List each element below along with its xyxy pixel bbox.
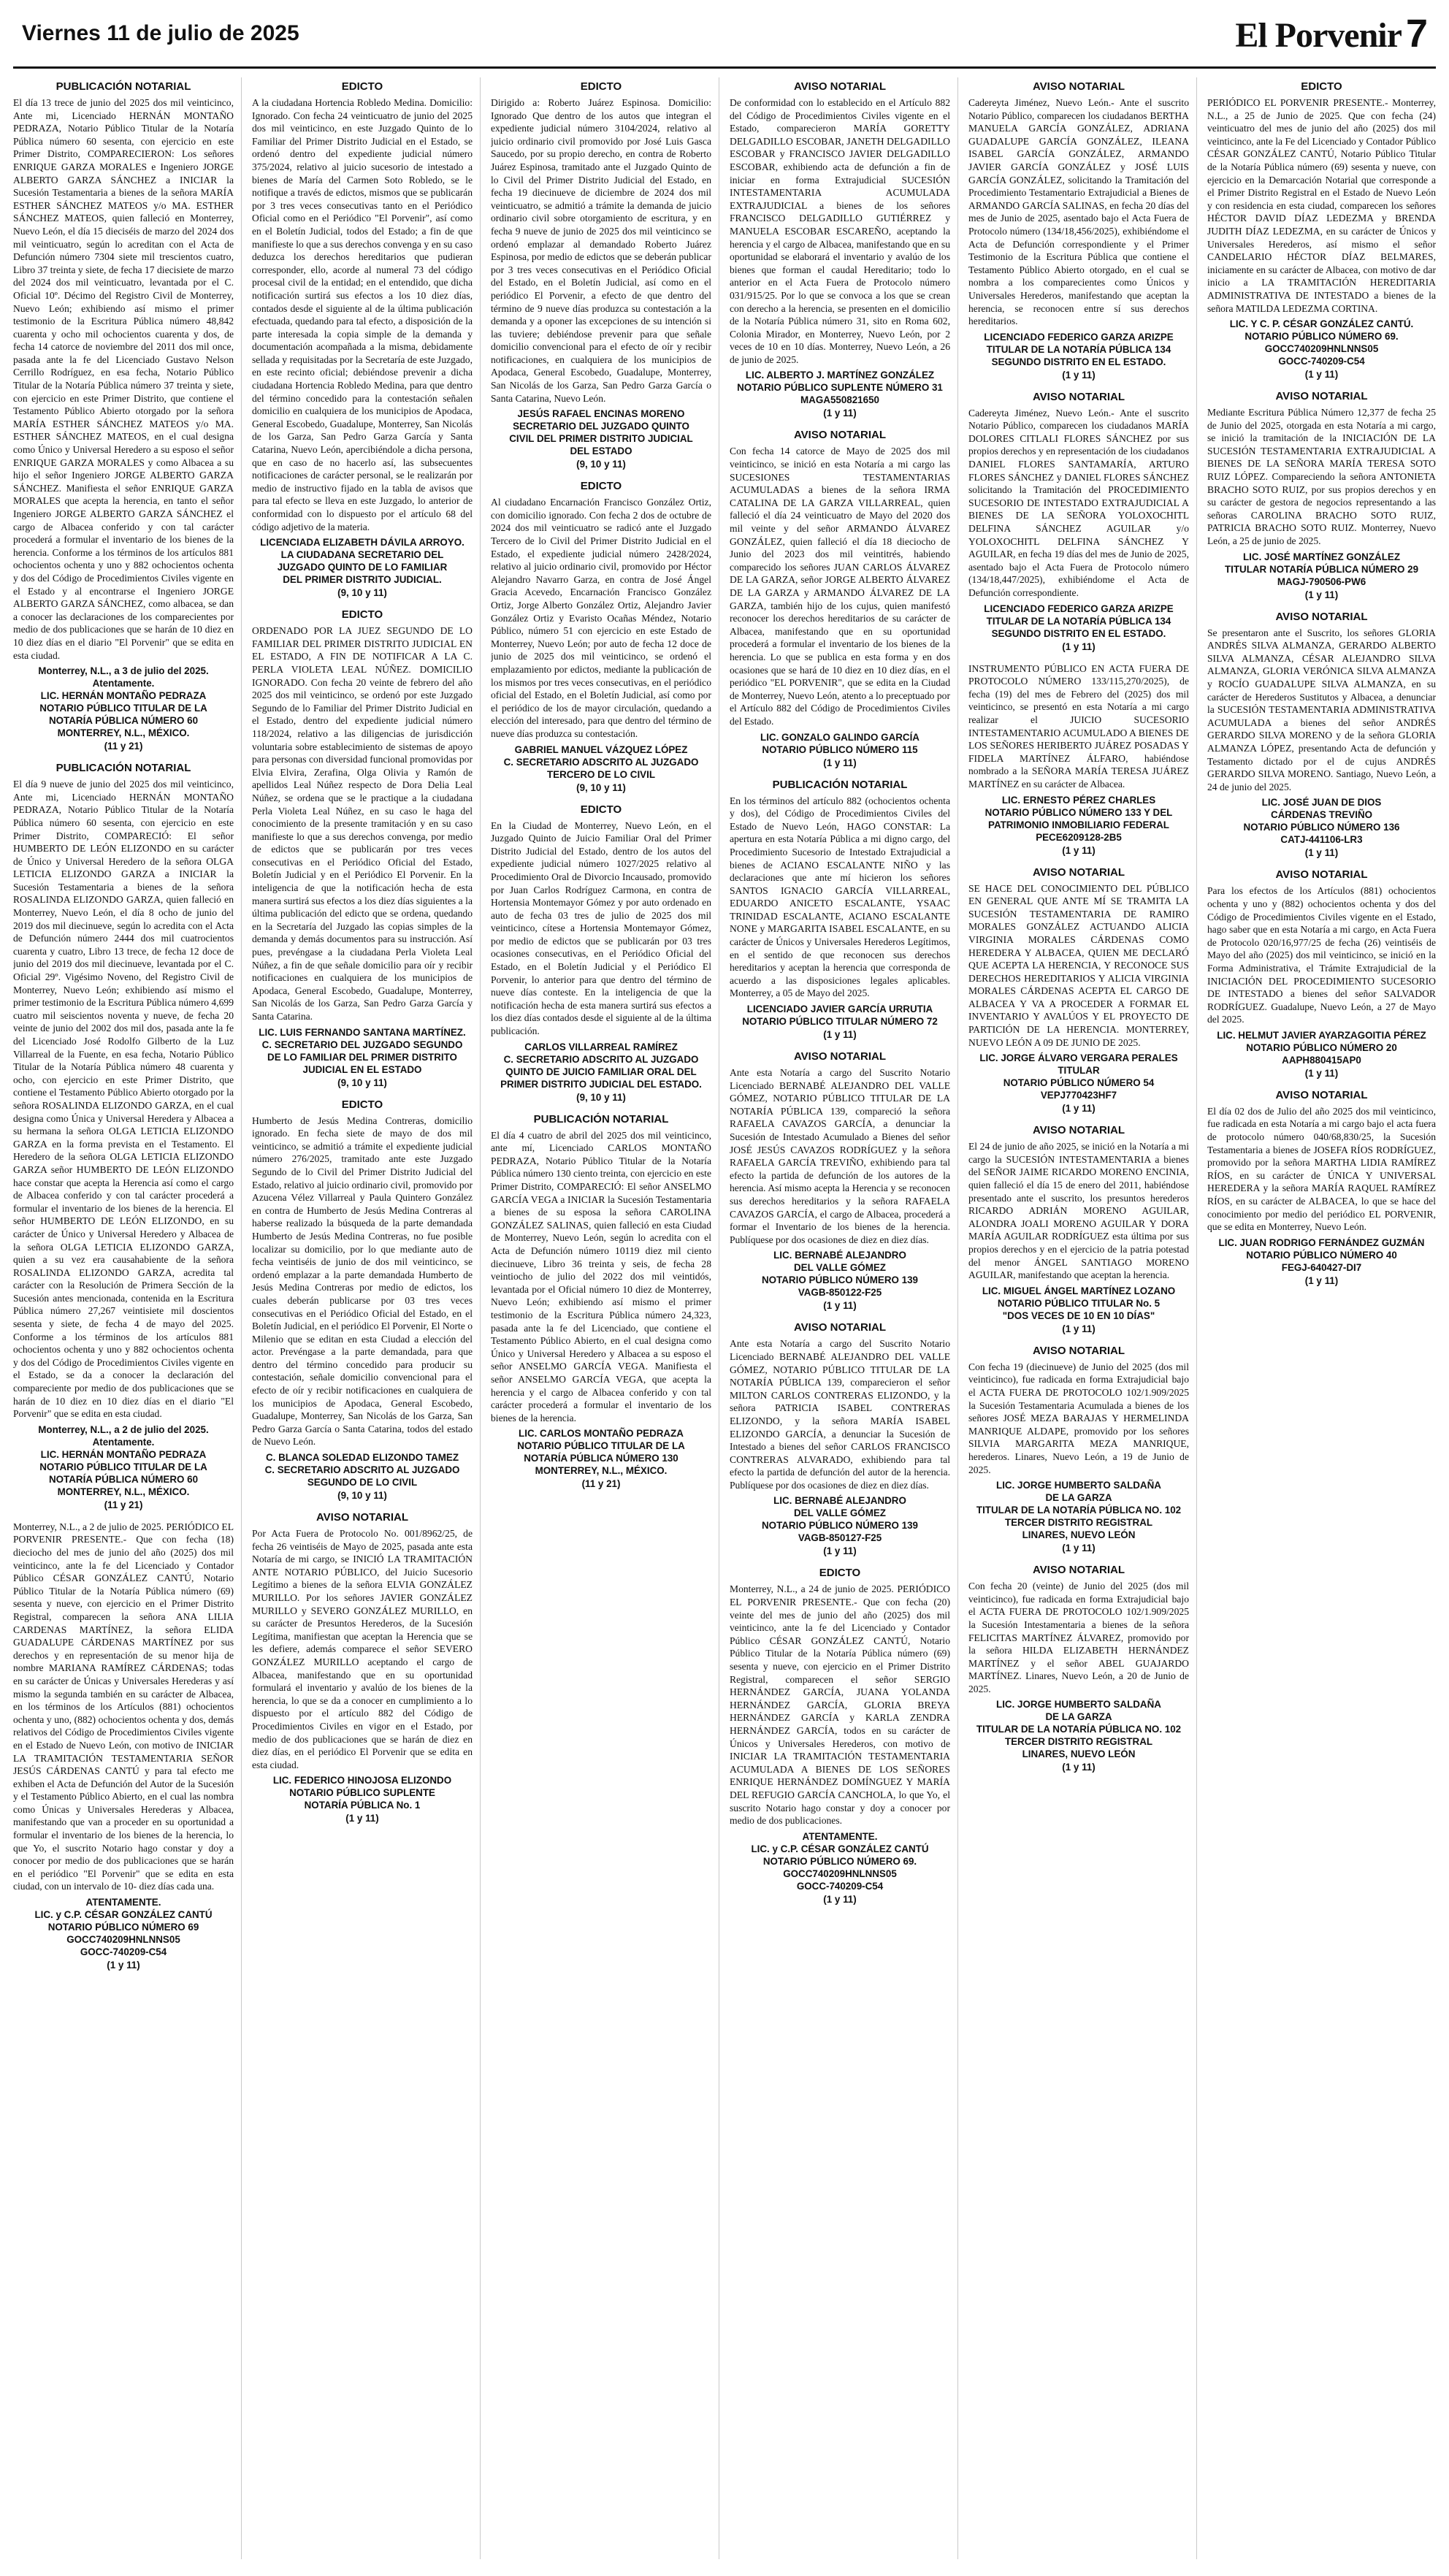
legal-notice bbox=[252, 1098, 473, 1501]
legal-notice bbox=[968, 80, 1189, 381]
notice-title: AVISO NOTARIAL bbox=[1275, 868, 1368, 882]
legal-notice bbox=[13, 762, 234, 1510]
legal-notice bbox=[730, 1567, 950, 1904]
notice-signature: LICENCIADO FEDERICO GARZA ARIZPE TITULAR DE LA NOTARÍA PÚBLICA 134 SEGUNDO DISTRITO EN EL ESTADO. bbox=[984, 603, 1174, 639]
publication-dates: (1 y 11) bbox=[1304, 1274, 1339, 1286]
notice-body: INSTRUMENTO PÚBLICO EN ACTA FUERA DE PROTOCOLO NÚMERO 133/115,270/2025), de fecha (19) del mes de Febrero del (2025) dos mil veinticinco, se presentó en esta Notaría a mi cargo realizar el JUICIO SUCESORIO INTESTAMENTARIO ACUMULADO A BIENES DE LOS SEÑORES HERIBERTO JUÁREZ POSADAS Y FIDELA MARTÍNEZ ÁLFARO, habiéndose nombrado a la SEÑORA MARÍA TERESA JUÁREZ MARTÍNEZ en su carácter de Albacea. bbox=[968, 662, 1189, 790]
publication-dates: (9, 10 y 11) bbox=[576, 781, 626, 793]
notice-signature: LIC. JOSÉ MARTÍNEZ GONZÁLEZ TITULAR NOTARÍA PÚBLICA NÚMERO 29 MAGJ-790506-PW6 bbox=[1224, 551, 1419, 587]
notice-title: EDICTO bbox=[819, 1567, 861, 1580]
publication-dates: (1 y 11) bbox=[823, 1545, 857, 1557]
legal-notice bbox=[1207, 390, 1436, 600]
notice-body: El día 9 nueve de junio del 2025 dos mil veinticinco, Ante mi, Licenciado HERNÁN MONTAÑO PEDRAZA, Notario Público Titular de la Notaría Pública número 60 sesenta, con ejercicio en este Primer Distrito, COMPARECIÓ: El señor HUMBERTO DE LEÓN ELIZONDO en su carácter de Único y Universal Heredero de la señora OLGA LETICIA ELIZONDO GARZA a INICIAR la Sucesión Testamentaria a bienes de la señora ROSALINDA ELIZONDO GARZA, quien falleció en Monterrey, Nuevo León, el día 8 ocho de junio del 2019 dos mil diecinueve, según lo acredita con el Acta de Defunción número 2444 dos mil cuatrocientos cuarenta y cuatro, Libro 13 trece, de fecha 12 doce de junio del 2019 dos mil diecinueve, levantada por el C. Oficial 29º. Vigésimo Noveno, del Registro Civil de Monterrey, Nuevo León; exhibiendo así mismo el primer testimonio de la Escritura Pública número 4,699 cuatro mil seiscientos noventa y nueve, de fecha 20 veinte de junio del 2002 dos mil dos, pasada ante la fe del Licenciado José Rodolfo Gilberto de la Luz Villarreal de la Fuente, en esa fecha, Notario Público Titular de la Notaría Pública número 48 cuarenta y ocho, con ejercicio en este Primer Distrito, que contiene el Testamento Público Abierto otorgado por la señora ROSALINDA ELIZONDO GARZA, en el cual designa como Única y Universal Heredera y Albacea a su hermana la señora OLGA LETICIA ELIZONDO GARZA en la forma prevista en el Testamento. El Heredero de la señora OLGA LETICIA ELIZONDO GARZA señor HUMBERTO DE LEÓN ELIZONDO hace constar que acepta la Herencia así como el cargo de Albacea conferido y con tal carácter procederá a formular el inventario de los bienes de la herencia. El señor HUMBERTO DE LEÓN ELIZONDO, en su carácter de Único y Universal Heredero y Albacea de la señora OLGA LETICIA ELIZONDO GARZA, quien a su vez era causahabiente de la señora ROSALINDA ELIZONDO GARZA, acredita tal carácter con la Resolución de Primera Sección de la Sucesión antes mencionada, contenida en la Escritura Pública número 27,267 veintisiete mil doscientos sesenta y siete, de fecha 4 de mayo del 2025. Conforme a los términos de los artículos 881 ochocientos ochenta y uno y 882 ochocientos ochenta y dos del Código de Procedimientos Civiles vigente en el Estado, se da a conocer la declaración del compareciente por medio de dos publicaciones que se harán de 10 diez en 10 diez días en el diario "El Porvenir" que se edita en esta ciudad. bbox=[13, 779, 234, 1420]
issue-date: Viernes 11 de julio de 2025 bbox=[22, 20, 299, 45]
newspaper-logo bbox=[1235, 11, 1427, 56]
publication-dates: (1 y 11) bbox=[823, 1029, 857, 1041]
notice-signature: LIC. Y C. P. CÉSAR GONZÁLEZ CANTÚ. NOTARIO PÚBLICO NÚMERO 69. GOCC740209HNLNNS05 GOCC-740209-C54 bbox=[1229, 318, 1414, 367]
publication-dates: (11 y 21) bbox=[104, 1499, 143, 1510]
notice-title: AVISO NOTARIAL bbox=[1275, 1088, 1368, 1101]
column-3 bbox=[491, 77, 719, 2559]
legal-notice bbox=[968, 391, 1189, 652]
notice-body: A la ciudadana Hortencia Robledo Medina. Domicilio: Ignorado. Con fecha 24 veinticuatro de junio del 2025 dos mil veinticinco, en este Juzgado Quinto de lo Familiar del Primer Distrito Judicial en el Estado, se ordenó dentro del expediente judicial número 375/2024, relativo al juicio sucesorio de intestado a bienes de María del Carmen Soto Robledo, se le notifique a través de edictos, mismos que se publicarán por 3 tres veces consecutivas tanto en el Periódico Oficial como en el Periódico "El Porvenir", así como en el Boletín Judicial, todos del Estado; a fin de que manifieste lo que a sus derechos convenga y en su caso deduzca los derechos hereditarios que pudieran corresponder, ello, acorde al numeral 73 del código procesal civil de la entidad; en el entendido, que dicha notificación surtirá sus efectos a los 10 diez días, contados desde el siguiente al de la última publicación efectuada, quedando para tal efecto, a disposición de la parte interesada la copia simple de la demanda y documentación acompañada a la misma, debidamente sellada y requisitadas por la Secretaría de este Juzgado, en este recinto oficial; debiéndose prevenir a dicha ciudadana Hortencia Robledo Medina, para que dentro del término concedido para la contestación señalen domicilio en cualquiera de los municipios de Apodaca, General Escobedo, Guadalupe, Monterrey, San Nicolás de los Garza, San Pedro Garza García y Santa Catarina, Nuevo León, apercibiéndole a dicha persona, que en caso de no hacerlo así, las subsecuentes notificaciones de carácter personal, se le realizarán por medio de instructivo fijado en la tabla de avisos que para tal efecto se lleva en este Juzgado, lo anterior de conformidad con lo dispuesto por el artículo 68 del código adjetivo de la materia. bbox=[252, 97, 473, 532]
notice-signature: LIC. BERNABÉ ALEJANDRO DEL VALLE GÓMEZ NOTARIO PÚBLICO NÚMERO 139 VAGB-850127-F25 bbox=[761, 1495, 919, 1544]
legal-notice bbox=[968, 1564, 1189, 1773]
publication-dates: (1 y 11) bbox=[823, 408, 857, 419]
legal-notice bbox=[491, 803, 711, 1103]
notice-title: AVISO NOTARIAL bbox=[1275, 610, 1368, 623]
publication-dates: (9, 10 y 11) bbox=[337, 1077, 387, 1088]
notice-signature: LIC. BERNABÉ ALEJANDRO DEL VALLE GÓMEZ NOTARIO PÚBLICO NÚMERO 139 VAGB-850122-F25 bbox=[761, 1250, 919, 1299]
notice-body: Con fecha 14 catorce de Mayo de 2025 dos mil veinticinco, se inició en esta Notaría a mi cargo las SUCESIONES TESTAMENTARIAS ACUMULADAS a bienes de la señora IRMA CATALINA DE LA GARZA VILLARREAL, quien falleció el día 24 veinticuatro de Mayo del 2020 dos mil veinte y del señor ARMANDO ÁLVAREZ GONZÁLEZ, quien falleció el día 18 dieciocho de Junio del 2023 dos mil veintitrés, habiendo comparecido los señores JUAN CARLOS ÁLVAREZ DE LA GARZA, señor JORGE ALBERTO ÁLVAREZ DE LA GARZA y ARMANDO ÁLVAREZ DE LA GARZA, también hijo de los cujus, quien manifestó reconocer los derechos hereditarios de su carácter de Albacea, manifestando que en su oportunidad procederá a formular el inventario de los bienes de la herencia. Lo que se publica en esta forma y en dos ocasiones que se hará de 10 diez en 10 diez días, en el periódico "EL PORVENIR", que se edita en la Ciudad de Monterrey, Nuevo León, atento a lo preceptuado por el Artículo 882 del Código de Procedimientos Civiles del Estado. bbox=[730, 446, 950, 727]
legal-notice bbox=[730, 80, 950, 418]
publication-dates: (1 y 11) bbox=[1304, 1067, 1339, 1079]
notice-signature: LIC. LUIS FERNANDO SANTANA MARTÍNEZ. C. SECRETARIO DEL JUZGADO SEGUNDO DE LO FAMILIAR DEL PRIMER DISTRITO JUDICIAL EN EL ESTADO bbox=[259, 1026, 466, 1075]
notice-body: El 24 de junio de año 2025, se inició en la Notaría a mi cargo la SUCESIÓN INTESTAMENTARIA a bienes del SEÑOR JAIME RICARDO MORENO ENCINIA, quien falleció el día 15 de enero del 2011, habiéndose presentado ante el suscrito, los presuntos herederos RICARDO ADRIÁN MORENO AGUILAR, ALONDRA JOALI MORENO AGUILAR Y DORA MARÍA AGUILAR RODRÍGUEZ esta última por sus propios derechos y en el ejercicio de la patria potestad del menor ÁNGEL SANTIAGO MORENO AGUILAR, manifestando que aceptan la herencia. bbox=[968, 1141, 1189, 1281]
publication-dates: (1 y 11) bbox=[823, 757, 857, 768]
legal-notice bbox=[1207, 1089, 1436, 1286]
notice-title: EDICTO bbox=[580, 803, 622, 816]
legal-notice bbox=[252, 608, 473, 1088]
publication-dates: (1 y 11) bbox=[823, 1893, 857, 1905]
publication-dates: (1 y 11) bbox=[1062, 1323, 1096, 1334]
publication-dates: (9, 10 y 11) bbox=[337, 587, 387, 599]
notice-title: PUBLICACIÓN NOTARIAL bbox=[533, 1112, 669, 1125]
notice-signature: ATENTAMENTE. LIC. y C.P. CÉSAR GONZÁLEZ CANTÚ NOTARIO PÚBLICO NÚMERO 69. GOCC740209HNLNNS05 GOCC-740209-C54 bbox=[751, 1830, 929, 1892]
publication-dates: (1 y 11) bbox=[1304, 589, 1339, 600]
legal-notice bbox=[252, 80, 473, 598]
notice-body: Con fecha 20 (veinte) de Junio del 2025 (dos mil veinticinco), fue radicada en forma Extrajudicial bajo el ACTA FUERA DE PROTOCOLO 102/1.909/2025 la Sucesión Intestamentaria a bienes de la señora FELICITAS MARTÍNEZ ÁLVAREZ, promovido por la señora HILDA ELIZABETH HERNÁNDEZ MARTÍNEZ y el señor ABEL GUAJARDO MARTÍNEZ. Linares, Nuevo León, a 20 de Junio de 2025. bbox=[968, 1581, 1189, 1694]
notice-title: EDICTO bbox=[341, 608, 383, 622]
notice-body: Se presentaron ante el Suscrito, los señores GLORIA ANDRÉS SILVA ALMANZA, GERARDO ALBERTO SILVA ALMANZA, CÉSAR ALEJANDRO SILVA ALMANZA, GLORIA VERÓNICA SILVA ALMANZA y ROCÍO GUADALUPE SILVA ALMANZA, en su carácter de Herederos Sustitutos y Albacea, a denunciar la SUCESIÓN TESTAMENTARIA ADMINISTRATIVA ACUMULADA a bienes del señor ANDRÉS GERARDO SILVA MORENO y de la señora GLORIA ALMANZA LÓPEZ, presentando Acta de defunción y Testamento dictado por el de cujus ANDRÉS GERARDO SILVA MORENO. Santiago, Nuevo León, a 24 de junio del 2025. bbox=[1207, 627, 1436, 792]
notice-signature: LIC. JOSÉ JUAN DE DIOS CÁRDENAS TREVIÑO NOTARIO PÚBLICO NÚMERO 136 CATJ-441106-LR3 bbox=[1243, 797, 1400, 846]
publication-dates: (11 y 21) bbox=[104, 741, 143, 752]
notice-title: EDICTO bbox=[341, 1098, 383, 1111]
notice-body: En los términos del artículo 882 (ochocientos ochenta y dos), del Código de Procedimientos Civiles del Estado de Nuevo León, HAGO CONSTAR: La apertura en esta Notaría Pública a mi digno cargo, del Procedimiento Sucesorio de Intestado Extrajudicial a bienes de ACIANO ESCALANTE NIÑO y las declaraciones que ante mí hicieron los señores SANTOS IGNACIO GARCÍA VILLARREAL, EDUARDO ANICETO ESCALANTE, YSAAC TRINIDAD ESCALANTE, ACIANO ESCALANTE NONE y MARGARITA ISABEL ESCALANTE, en su carácter de Únicos y Universales Herederos Legítimos, en el sentido de que reconocen sus derechos hereditarios y aceptan la herencia que corresponda de acuerdo a las disposiciones legales aplicables. Monterrey, a 05 de Mayo del 2025. bbox=[730, 795, 950, 999]
legal-notice bbox=[730, 1321, 950, 1556]
notice-title: EDICTO bbox=[580, 480, 622, 493]
notice-body: Monterrey, N.L., a 2 de julio de 2025. PERIÓDICO EL PORVENIR PRESENTE.- Que con fecha (18) dieciocho del mes de junio del año (2025) dos mil veinticinco, ante la fe del Licenciado y Contador Público CÉSAR GONZÁLEZ CANTÚ, Notario Público Titular de la Notaría Pública número (69) sesenta y nueve, con ejercicio en el Primer Distrito Registral, comparecen la señora ANA LILIA CARDENAS MARTÍNEZ, la señora ELIDA GUADALUPE CÁRDENAS MARTÍNEZ por sus derechos y en representación de su menor hija de nombre MARIANA RAMÍREZ CÁRDENAS; todas en su carácter de Únicas y Universales Herederas y así mismo la segunda también en su carácter de Albacea, en los términos de los Artículos (881) ochocientos ochenta y uno, (882) ochocientos ochenta y dos, demás relativos del Código de Procedimientos Civiles vigente en el Estado de Nuevo León, con motivo de INICIAR LA TRAMITACIÓN TESTAMENTARIA SEÑOR JESÚS CÁRDENAS CANTÚ y para tal efecto me exhiben el Acta de Defunción del Autor de la Sucesión y el Testamento Público Abierto, en el cual las nombra como Únicas y Universales Herederas y Albacea, manifestando que van a proceder en su oportunidad a formular el inventario de los bienes de la herencia, lo que Yo, el suscrito Notario hago constar y doy a conocer por medio de dos publicaciones que se harán en el periódico "El Porvenir" que se edita en esta ciudad, con un intervalo de 10- diez días cada una. bbox=[13, 1521, 234, 1892]
notice-title: AVISO NOTARIAL bbox=[793, 80, 887, 93]
notice-title: PUBLICACIÓN NOTARIAL bbox=[56, 80, 191, 93]
legal-notice bbox=[968, 662, 1189, 856]
notice-title: EDICTO bbox=[341, 80, 383, 93]
column-4 bbox=[730, 77, 958, 2559]
notice-signature: LIC. FEDERICO HINOJOSA ELIZONDO NOTARIO PÚBLICO SUPLENTE NOTARÍA PÚBLICA No. 1 bbox=[272, 1775, 452, 1811]
legal-notice bbox=[730, 429, 950, 768]
notice-title: EDICTO bbox=[1301, 80, 1342, 93]
publication-dates: (1 y 11) bbox=[1062, 1543, 1096, 1554]
notice-signature: GABRIEL MANUEL VÁZQUEZ LÓPEZ C. SECRETARIO ADSCRITO AL JUZGADO TERCERO DE LO CIVIL bbox=[503, 744, 699, 780]
notice-body: Con fecha 19 (diecinueve) de Junio del 2025 (dos mil veinticinco), fue radicada en forma Extrajudicial bajo el ACTA FUERA DE PROTOCOLO 102/1.909/2025 la Sucesión Testamentaria Acumulada a bienes de los señores JOSÉ MEZA BARAJAS Y HERMELINDA MANRIQUE ALDAPE, promovido por los señores SILVIA MARGARITA MEZA MANRIQUE, herederos. Linares, Nuevo León, a 19 de Junio de 2025. bbox=[968, 1361, 1189, 1475]
notice-body: Para los efectos de los Artículos (881) ochocientos ochenta y uno y (882) ochocientos ochenta y dos del Código de Procedimientos Civiles vigente en el Estado, hago saber que en esta Notaría a mi cargo, en Acta Fuera de Protocolo 020/16,977/25 de fecha (26) veintiséis de Mayo del año (2025) dos mil veinticinco, se inició en la Forma Administrativa, el Trámite Extrajudicial de la INICIACIÓN DEL PROCEDIMIENTO SUCESORIO DE INTESTADO a bienes del señor SALVADOR RODRÍGUEZ. Guadalupe, Nuevo León, a 27 de Mayo del 2025. bbox=[1207, 885, 1436, 1025]
notice-signature: LIC. HELMUT JAVIER AYARZAGOITIA PÉREZ NOTARIO PÚBLICO NÚMERO 20 AAPH880415AP0 bbox=[1217, 1029, 1426, 1066]
legal-notice bbox=[491, 80, 711, 470]
notice-body: Cadereyta Jiménez, Nuevo León.- Ante el suscrito Notario Público, comparecen los ciudadanos MARÍA DOLORES CITLALI FLORES SÁNCHEZ por sus propios derechos y en representación de los ciudadanos DANIEL FLORES SANTAMARÍA, ARTURO FLORES SÁNCHEZ y DANIEL FLORES SÁNCHEZ solicitando la Tramitación del PROCEDIMIENTO SUCESORIO DE INTESTADO EXTRAJUDICIAL A BIENES DE LA SEÑORA YOLOXOCHITL DELFINA SÁNCHEZ AGUILAR y/o YOLOXOCHITL DELFINA SÁNCHEZ Y AGUILAR, en fecha 19 días del mes de Junio de 2025, asentado bajo el Acta Fuera de Protocolo número (134/18,447/2025), exhibiéndome el Acta de Defunción correspondiente. bbox=[968, 407, 1189, 598]
notice-signature: LIC. JORGE HUMBERTO SALDAÑA DE LA GARZA TITULAR DE LA NOTARÍA PÚBLICA NO. 102 TERCER DISTRITO REGISTRAL LINARES, NUEVO LEÓN bbox=[976, 1480, 1182, 1541]
notice-body: Al ciudadano Encarnación Francisco González Ortiz, con domicilio ignorado. Con fecha 2 dos de octubre de 2024 dos mil veinticuatro se radicó ante el Juzgado Tercero de lo Civil del Primer Distrito Judicial en el Estado, el expediente judicial número 2428/2024, relativo al juicio ordinario civil, promovido por Héctor Alejandro Navarro Garza, en contra de José Ángel Gracia Acevedo, Encarnación Francisco González Ortiz, Jorge Alberto González Ortiz, Alejandro Javier González Ortiz y Evaristo Ocañas Méndez, Notario Público, número 51 con ejercicio en este Estado de Monterrey, Nuevo León; por auto de fecha 12 doce de junio de 2025 dos mil veinticinco, se ordenó el emplazamiento por edictos, mediante la publicación de los mismos por tres veces consecutivas, en el periódico oficial del Estado, en el Boletín Judicial, así como por el periódico de los de mayor circulación, quedando a elección del interesado, para que dentro del término de nueve días produzca su contestación. bbox=[491, 497, 711, 739]
publication-dates: (1 y 11) bbox=[1304, 369, 1339, 381]
notice-signature: LIC. JORGE ÁLVARO VERGARA PERALES TITULAR NOTARIO PÚBLICO NÚMERO 54 VEPJ770423HF7 bbox=[979, 1052, 1178, 1101]
legal-notice bbox=[252, 1511, 473, 1824]
publication-dates: (9, 10 y 11) bbox=[576, 1091, 626, 1103]
notice-body: Cadereyta Jiménez, Nuevo León.- Ante el suscrito Notario Público, comparecen los ciudadanos BERTHA MANUELA GARCÍA GONZÁLEZ, ADRIANA GUADALUPE GARCÍA GONZÁLEZ, ILEANA ISABEL GARCÍA GONZÁLEZ, ARMANDO JAVIER GARCÍA GONZÁLEZ y JOSÉ LUIS GARCÍA GONZÁLEZ, solicitando la Tramitación del Procedimiento Testamentario Extrajudicial a Bienes de ARMANDO GARCÍA SALINAS, en fecha 20 días del mes de Junio de 2025, asentado bajo el Acta Fuera de Protocolo número (134/18,456/2025), exhibiéndome el Acta de Defunción correspondiente y el Primer Testimonio de la Escritura Pública que contiene el Testamento Público Abierto otorgado, en el cual se nombra a los comparecientes como Únicos y Universales Herederos, manifestando que aceptan la herencia, se reconocen entre sí sus derechos hereditarios. bbox=[968, 97, 1189, 327]
publication-dates: (9, 10 y 11) bbox=[337, 1490, 387, 1502]
legal-notice bbox=[968, 1345, 1189, 1553]
legal-notice bbox=[968, 1124, 1189, 1334]
notice-body: En la Ciudad de Monterrey, Nuevo León, en el Juzgado Quinto de Juicio Familiar Oral del Primer Distrito Judicial del Estado, dentro de los autos del expediente judicial número 1027/2025 relativo al Procedimiento Oral de Divorcio Incausado, promovido por Juan Carlos Rodríguez Carmona, en contra de Hortensia Montemayor Gómez y por auto ordenado en auto de fecha 03 tres de julio de 2025 dos mil veinticinco, cítese a Hortensia Montemayor Gómez, por medio de edictos que se publicarán por 03 tres ocasiones consecutivas, en el Periódico Oficial del Estado, en el Boletín Judicial y el Periódico El Porvenir, lo anterior para que dentro del término de nueve días conteste. En la inteligencia de que la notificación hecha de esta manera surtirá sus efectos a los diez días contados desde el siguiente al de la última publicación. bbox=[491, 819, 711, 1037]
notice-signature: Monterrey, N.L., a 3 de julio del 2025. Atentamente. LIC. HERNÁN MONTAÑO PEDRAZA NOTARIO PÚBLICO TITULAR DE LA NOTARÍA PÚBLICA NÚMERO 60 MONTERREY, N.L., MÉXICO. bbox=[38, 665, 209, 739]
publication-dates: (1 y 11) bbox=[1062, 1103, 1096, 1115]
notice-title: AVISO NOTARIAL bbox=[1032, 1124, 1125, 1137]
notice-signature: C. BLANCA SOLEDAD ELIZONDO TAMEZ C. SECRETARIO ADSCRITO AL JUZGADO SEGUNDO DE LO CIVIL bbox=[264, 1452, 460, 1488]
notice-title: AVISO NOTARIAL bbox=[1032, 80, 1125, 93]
column-2 bbox=[252, 77, 481, 2559]
notice-title: PUBLICACIÓN NOTARIAL bbox=[772, 778, 908, 791]
notice-signature: LIC. JORGE HUMBERTO SALDAÑA DE LA GARZA TITULAR DE LA NOTARÍA PÚBLICA NO. 102 TERCER DISTRITO REGISTRAL LINARES, NUEVO LEÓN bbox=[976, 1699, 1182, 1760]
notice-body: Ante esta Notaría a cargo del Suscrito Notario Licenciado BERNABÉ ALEJANDRO DEL VALLE GÓMEZ, NOTARIO PÚBLICO TITULAR DE LA NOTARÍA PÚBLICA 139, comparecieron el señor MILTON CARLOS CONTRERAS ELIZONDO, y la señora PATRICIA ISABEL CONTRERAS ELIZONDO, y la señora MARÍA ISABEL ELIZONDO GARCÍA, a denunciar la Sucesión de Intestado a bienes del señor CARLOS FRANCISCO CONTRERAS ALVARADO, exhibiendo para tal efecto la partida de defunción del autor de la herencia. Publíquese por dos ocasiones de diez en diez días. bbox=[730, 1338, 950, 1491]
publication-dates: (1 y 11) bbox=[107, 1960, 140, 1971]
notice-body: Monterrey, N.L., a 24 de junio de 2025. PERIÓDICO EL PORVENIR PRESENTE.- Que con fecha (20) veinte del mes de junio del año (2025) dos mil veinticinco, ante la fe del Licenciado y Contador Público CÉSAR GONZÁLEZ CANTÚ, Notario Público Titular de la Notaría Pública número (69) sesenta y nueve, con ejercicio en el Primer Distrito Registral, comparecen el señor SERGIO HERNÁNDEZ GARCÍA, JUANA YOLANDA HERNÁNDEZ GARCÍA, GLORIA BREYA HERNÁNDEZ GARCÍA y KARLA ZENDRA HERNÁNDEZ GARCÍA, todos en su carácter de Únicos y Universales Herederos, con motivo de INICIAR LA TRAMITACIÓN TESTAMENTARIA ACUMULADA A BIENES DE LOS SEÑORES ENRIQUE HERNÁNDEZ DOMÍNGUEZ Y MARÍA DEL REFUGIO GARCÍA CANCHOLA, lo que Yo, el suscrito Notario hago constar y doy a conocer por medio de dos publicaciones. bbox=[730, 1583, 950, 1827]
legal-notice bbox=[968, 866, 1189, 1115]
notice-signature: JESÚS RAFAEL ENCINAS MORENO SECRETARIO DEL JUZGADO QUINTO CIVIL DEL PRIMER DISTRITO JUDICIAL DEL ESTADO bbox=[509, 408, 693, 457]
publication-dates: (1 y 11) bbox=[1304, 847, 1339, 859]
notice-body: De conformidad con lo establecido en el Artículo 882 del Código de Procedimientos Civiles vigente en el Estado, comparecieron MARÍA GORETTY DELGADILLO ESCOBAR, JANETH DELGADILLO ESCOBAR y FRANCISCO JAVIER DELGADILLO ESCOBAR, exhibiendo acta de defunción a fin de iniciar en forma Extrajudicial SUCESIÓN INTESTAMENTARIA ACUMULADA EXTRAJUDICIAL a bienes de los señores FRANCISCO DELGADILLO GUTIÉRREZ y MANUELA ESCOBAR ESCAREÑO, aceptando la herencia y el cargo de Albacea, manifestando que en su oportunidad se elaborará el inventario y avalúo de los bienes que forman el caudal Hereditario; todo lo anterior en el Acta Fuera de Protocolo número 031/915/25. Por lo que se convoca a los que se crean con derecho a la herencia, se presenten en el domicilio de la Notaría Pública número 31, sito en Roma 602, Colonia Mirador, en Monterrey, Nuevo León, por 2 veces de 10 en 10 días. Monterrey, Nuevo León, a 26 de junio de 2025. bbox=[730, 97, 950, 365]
column-1 bbox=[13, 77, 242, 2559]
masthead bbox=[13, 0, 1436, 69]
notice-body: El día 13 trece de junio del 2025 dos mil veinticinco, Ante mi, Licenciado HERNÁN MONTAÑO PEDRAZA, Notario Público Titular de la Notaría Pública número 60 sesenta, con ejercicio en este Primer Distrito, COMPARECIERON: Los señores ENRIQUE GARZA MORALES e Ingeniero JORGE ALBERTO GARZA SÁNCHEZ a INICIAR la Sucesión Testamentaria a bienes de la señora MARÍA ESTHER SÁNCHEZ MATEOS y/o MA. ESTHER SÁNCHEZ MATEOS, quien falleció en Monterrey, Nuevo León, el día 15 dieciséis de marzo del 2024 dos mil veinticuatro, según lo acreditan con el Acta de Defunción número 7304 siete mil trescientos cuatro, Libro 37 treinta y siete, de fecha 17 diecisiete de marzo del 2024 dos mil veinticuatro, levantada por el C. Oficial 10º. Décimo del Registro Civil de Monterrey, Nuevo León; exhibiendo así mismo el primer testimonio de la Escritura Pública número 48,842 cuarenta y ocho mil ochocientos cuarenta y dos, de fecha 14 catorce de noviembre del 2011 dos mil once, pasada ante la fe del Licenciado Gustavo Nelson Cerrillo Rodríguez, en esa fecha, Notario Público Titular de la Notaría Pública número 37 treinta y siete, con ejercicio en este Primer Distrito, que contiene el Testamento Público Abierto otorgado por la señora MARÍA ESTHER SÁNCHEZ MATEOS y/o MA. ESTHER SÁNCHEZ MATEOS, en el cual designa como Único y Universal Heredero a su esposo el señor ENRIQUE GARZA MORALES y como Albacea a su hijo el señor Ingeniero JORGE ALBERTO GARZA SÁNCHEZ. Manifiesta el señor ENRIQUE GARZA MORALES que acepta la herencia, en tanto el señor Ingeniero JORGE ALBERTO GARZA SÁNCHEZ el cargo de Albacea conferido y con tal carácter procederá a formular el inventario de los bienes de la herencia. Conforme a los términos de los artículos 881 ochocientos ochenta y uno y 882 ochocientos ochenta y dos del Código de Procedimientos Civiles vigente en el Estado y al encontrarse el Ingeniero JORGE ALBERTO GARZA SÁNCHEZ, como albacea, se dan a conocer las declaraciones de los comparecientes por medio de dos publicaciones que se harán de 10 diez en 10 diez días en el diario "El Porvenir" que se edita en esta ciudad. bbox=[13, 97, 234, 661]
notice-title: AVISO NOTARIAL bbox=[1032, 1344, 1125, 1357]
legal-notice bbox=[1207, 868, 1436, 1079]
notice-title: AVISO NOTARIAL bbox=[793, 429, 887, 442]
notice-title: EDICTO bbox=[580, 80, 622, 93]
publication-dates: (1 y 11) bbox=[345, 1813, 379, 1824]
publication-dates: (1 y 11) bbox=[823, 1300, 857, 1312]
publication-dates: (9, 10 y 11) bbox=[576, 459, 626, 470]
legal-notice bbox=[491, 480, 711, 792]
notice-title: AVISO NOTARIAL bbox=[1275, 390, 1368, 403]
notice-body: Mediante Escritura Pública Número 12,377 de fecha 25 de Junio del 2025, otorgada en esta Notaría a mi cargo, se inició la tramitación de la INICIACIÓN DE LA SUCESIÓN TESTAMENTARIA EXTRAJUDICIAL A BIENES DE LA SEÑORA MARÍA TERESA SOTO RUIZ LÓPEZ. Compareciendo la señora ANTONIETA BRACHO SOTO RUIZ, por sus propios derechos y en su carácter de gestora de negocios representando a las señoras CAROLINA BRACHO SOTO RUIZ, PATRICIA BRACHO SOTO RUIZ. Monterrey, Nuevo León, a 25 de junio de 2025. bbox=[1207, 407, 1436, 547]
notice-title: PUBLICACIÓN NOTARIAL bbox=[56, 762, 191, 775]
notice-title: AVISO NOTARIAL bbox=[1032, 1564, 1125, 1577]
notice-signature: LIC. ALBERTO J. MARTÍNEZ GONZÁLEZ NOTARIO PÚBLICO SUPLENTE NÚMERO 31 MAGA550821650 bbox=[737, 370, 943, 406]
notice-signature: LIC. CARLOS MONTAÑO PEDRAZA NOTARIO PÚBLICO TITULAR DE LA NOTARÍA PÚBLICA NÚMERO 130 MONTERREY, N.L., MÉXICO. bbox=[517, 1428, 685, 1477]
legal-notice bbox=[13, 80, 234, 752]
notice-title: AVISO NOTARIAL bbox=[793, 1321, 887, 1334]
notice-signature: LIC. JUAN RODRIGO FERNÁNDEZ GUZMÁN NOTARIO PÚBLICO NÚMERO 40 FEGJ-640427-DI7 bbox=[1218, 1237, 1425, 1273]
legal-notices-columns bbox=[13, 69, 1436, 2559]
notice-body: Por Acta Fuera de Protocolo No. 001/8962/25, de fecha 26 veintiséis de Mayo de 2025, pasada ante esta Notaría de mi cargo, se INICIÓ LA TRAMITACIÓN ANTE NOTARIO PÚBLICO, del Juicio Sucesorio Legítimo a bienes de la señora ELVIA GONZÁLEZ MURILLO. Por los señores JAVIER GONZÁLEZ MURILLO y SEVERO GONZÁLEZ MURILLO, en su carácter de Presuntos Herederos, de la Sucesión Legítima, manifiestan que aceptan la Herencia que se les defiere, además comparece el señor SEVERO GONZÁLEZ MURILLO aceptando el cargo de Albacea, manifestando que en su oportunidad formulará el inventario y avalúo de los bienes de la herencia, lo que se da a conocer en cumplimiento a lo dispuesto por el artículo 882 del Código de Procedimientos Civiles en vigor en el Estado, por medio de dos publicaciones que se harán de diez en diez días, en el periódico El Porvenir que se edita en esta ciudad. bbox=[252, 1528, 473, 1770]
notice-body: Ante esta Notaría a cargo del Suscrito Notario Licenciado BERNABÉ ALEJANDRO DEL VALLE GÓMEZ, NOTARIO PÚBLICO TITULAR DE LA NOTARÍA PÚBLICA 139, compareció la señora RAFAELA CAVAZOS GARCÍA, a denunciar la Sucesión de Intestado Acumulado a Bienes del señor JOSÉ JESÚS CAVAZOS RODRÍGUEZ y la señora RAFAELA GARCÍA TREVIÑO, exhibiendo para tal efecto la partida de defunción de los autores de la herencia. Así mismo acepta la Herencia y se reconocen sus derechos hereditarios y la señora RAFAELA CAVAZOS GARCÍA, el cargo de Albacea, procederá a formar el Inventario de los bienes de la herencia. Publíquese por dos ocasiones de diez en diez días. bbox=[730, 1067, 950, 1245]
publication-dates: (11 y 21) bbox=[581, 1478, 621, 1490]
notice-signature: ATENTAMENTE. LIC. y C.P. CÉSAR GONZÁLEZ CANTÚ NOTARIO PÚBLICO NÚMERO 69 GOCC740209HNLNNS05 GOCC-740209-C54 bbox=[34, 1897, 213, 1958]
notice-signature: LICENCIADO JAVIER GARCÍA URRUTIA NOTARIO PÚBLICO TITULAR NÚMERO 72 bbox=[742, 1004, 938, 1028]
notice-body: ORDENADO POR LA JUEZ SEGUNDO DE LO FAMILIAR DEL PRIMER DISTRITO JUDICIAL EN EL ESTADO, A FIN DE NOTIFICAR A LA C. PERLA VIOLETA LEAL NÚÑEZ. DOMICILIO IGNORADO. Con fecha 20 veinte de febrero del año 2025 dos mil veinticinco, se ordenó por este Juzgado Segundo de lo Familiar del Primer Distrito Judicial en el Estado, dentro del expediente judicial número 118/2024, relativo a las diligencias de jurisdicción voluntaria sobre establecimiento de sistemas de apoyo para personas con diversidad funcional promovidas por Elvia Elvira, Zerafina, Olga Olivia y Ramón de apellidos Leal Núñez respecto de Dora Delia Leal Núñez, se ordena que se le practique a la ciudadana Perla Violeta Leal Núñez, en su caso le haga del conocimiento de la presente tramitación y en su caso manifieste lo que a sus derechos convenga, por medio de edictos que se publicarán por tres veces consecutivas en el Periódico Oficial del Estado, Boletín Judicial y en el Periódico El Porvenir. En la inteligencia de que la notificación hecha de esta manera surtirá sus efectos a los diez días siguientes a la última publicación del edicto que se ordena, quedando en la Secretaría del Juzgado las copias simples de la demanda y demás documentos para su instrucción. Así pues, prevéngase a la ciudadana Perla Violeta Leal Núñez, a fin de que señale domicilio para oír y recibir notificaciones en cualquiera de los municipios de Apodaca, General Escobedo, Guadalupe, Monterrey, San Nicolás de los Garza, San Pedro Garza García y Santa Catarina. bbox=[252, 625, 473, 1022]
notice-title: AVISO NOTARIAL bbox=[316, 1511, 409, 1524]
brand-name: El Porvenir bbox=[1235, 15, 1402, 55]
notice-signature: LICENCIADA ELIZABETH DÁVILA ARROYO. LA CIUDADANA SECRETARIO DEL JUZGADO QUINTO DE LO FAMILIAR DEL PRIMER DISTRITO JUDICIAL. bbox=[260, 537, 464, 586]
notice-signature: Monterrey, N.L., a 2 de julio del 2025. Atentamente. LIC. HERNÁN MONTAÑO PEDRAZA NOTARIO PÚBLICO TITULAR DE LA NOTARÍA PÚBLICA NÚMERO 60 MONTERREY, N.L., MÉXICO. bbox=[38, 1423, 209, 1497]
notice-body: SE HACE DEL CONOCIMIENTO DEL PÚBLICO EN GENERAL QUE ANTE MÍ SE TRAMITA LA SUCESIÓN TESTAMENTARIA DE RAMIRO MORALES GONZÁLEZ ACTUANDO ALICIA VIRGINIA MORALES CÁRDENAS COMO HEREDERA Y ALBACEA, QUIEN ME DECLARÓ QUE ACEPTA LA HERENCIA, Y RECONOCE SUS DERECHOS HEREDITARIOS Y ALICIA VIRGINIA MORALES CÁRDENAS ACEPTA EL CARGO DE ALBACEA Y VA A PROCEDER A FORMAR EL INVENTARIO Y AVALÚOS Y EL PROYECTO DE PARTICIÓN DE LA HERENCIA. MONTERREY, NUEVO LEÓN A 09 DE JUNIO DE 2025. bbox=[968, 882, 1189, 1048]
legal-notice bbox=[13, 1521, 234, 1971]
notice-title: AVISO NOTARIAL bbox=[793, 1050, 887, 1063]
notice-signature: LICENCIADO FEDERICO GARZA ARIZPE TITULAR DE LA NOTARÍA PÚBLICA 134 SEGUNDO DISTRITO EN EL ESTADO. bbox=[984, 331, 1174, 367]
notice-signature: LIC. MIGUEL ÁNGEL MARTÍNEZ LOZANO NOTARIO PÚBLICO TITULAR No. 5 "DOS VECES DE 10 EN 10 DÍAS" bbox=[982, 1285, 1176, 1321]
notice-signature: LIC. GONZALO GALINDO GARCÍA NOTARIO PÚBLICO NÚMERO 115 bbox=[760, 731, 920, 755]
column-5 bbox=[968, 77, 1197, 2559]
legal-notice bbox=[730, 1050, 950, 1311]
legal-notice bbox=[491, 1113, 711, 1490]
notice-title: AVISO NOTARIAL bbox=[1032, 865, 1125, 879]
notice-title: AVISO NOTARIAL bbox=[1032, 390, 1125, 403]
publication-dates: (1 y 11) bbox=[1062, 844, 1096, 856]
legal-notice bbox=[1207, 80, 1436, 380]
publication-dates: (1 y 11) bbox=[1062, 641, 1096, 652]
notice-signature: LIC. ERNESTO PÉREZ CHARLES NOTARIO PÚBLICO NÚMERO 133 Y DEL PATRIMONIO INMOBILIARIO FEDERAL PECE6209128-2B5 bbox=[985, 794, 1173, 843]
notice-body: El día 4 cuatro de abril del 2025 dos mil veinticinco, ante mí, Licenciado CARLOS MONTAÑO PEDRAZA, Notario Público Titular de la Notaría Pública número 130 ciento treinta, con ejercicio en este Primer Distrito, COMPARECIÓ: El señor ANSELMO GARCÍA VEGA a INICIAR la Sucesión Testamentaria a bienes de su esposa la señora CAROLINA GONZÁLEZ SALINAS, quien falleció en esta Ciudad de Monterrey, Nuevo León, según lo acredita con el Acta de Defunción número 10119 diez mil ciento diecinueve, Libro 36 treinta y seis, de fecha 28 veintiocho de julio del 2022 dos mil veintidós, levantada por el Oficial número 10 diez de Monterrey, Nuevo León; exhibiendo así mismo el primer testimonio de la Escritura Pública número 24,323, pasada ante la fe del Licenciado, que contiene el Testamento Público Abierto, en el cual designa como Único y Universal Heredero y Albacea a su esposo el señor ANSELMO GARCÍA VEGA. Manifiesta el señor ANSELMO GARCÍA VEGA, que acepta la herencia y el cargo de Albacea conferido y con tal carácter procederá a formular el inventario de los bienes de la herencia. bbox=[491, 1129, 711, 1423]
legal-notice bbox=[730, 779, 950, 1041]
publication-dates: (1 y 11) bbox=[1062, 1762, 1096, 1773]
page-number: 7 bbox=[1405, 11, 1427, 56]
column-6 bbox=[1207, 77, 1436, 2559]
notice-body: El día 02 dos de Julio del año 2025 dos mil veinticinco, fue radicada en esta Notaría a mi cargo bajo el acta fuera de protocolo número 040/68,830/25, la Sucesión Testamentaria a bienes de JOSEFA RÍOS RODRÍGUEZ, promovido por la señora MARTHA LIDIA RAMÍREZ RÍOS, en su carácter de ÚNICA Y UNIVERSAL HEREDERA y la señora MARÍA RAQUEL RAMÍREZ RÍOS, en su carácter de ALBACEA, lo que se hace del conocimiento por medio del periódico EL PORVENIR, que se edita en Monterrey, Nuevo León. bbox=[1207, 1105, 1436, 1233]
notice-body: PERIÓDICO EL PORVENIR PRESENTE.- Monterrey, N.L., a 25 de Junio de 2025. Que con fecha (24) veinticuatro del mes de junio del año (2025) dos mil veinticinco, ante la Fe del Licenciado y Contador Público CÉSAR GONZÁLEZ CANTÚ, Notario Público Titular de la Notaría Pública número (69) sesenta y nueve, con ejercicio en la Demarcación Notarial que corresponde a el Primer Distrito Registral en el Estado de Nuevo León y con residencia en esta ciudad, comparecen los señores HÉCTOR DAVID DÍAZ LEDEZMA y BRENDA JUDITH DÍAZ LEDEZMA, en su carácter de Únicos y Universales Herederos, así mismo el señor CANDELARIO HÉCTOR DÍAZ BELMARES, iniciamente en su carácter de Albacea, con motivo de dar inicio a LA TRAMITACIÓN HEREDITARIA ADMINISTRATIVA DE INTESTADO a bienes de la señora MATILDA LEDEZMA CORTINA. bbox=[1207, 97, 1436, 314]
notice-body: Humberto de Jesús Medina Contreras, domicilio ignorado. En fecha siete de mayo de dos mil veinticinco, se admitió a trámite el expediente judicial número 276/2025, tramitado ante este Juzgado Segundo de lo Civil del Primer Distrito Judicial del Estado, relativo al juicio ordinario civil, promovido por Azucena Vélez Villarreal y Paula Quintero González en contra de Humberto de Jesús Medina Contreras al haberse realizado la búsqueda de la parte demandada Humberto de Jesús Medina Contreras, no fue posible localizar su domicilio, por lo que mediante auto de fecha veintiséis de junio de dos mil veinticinco, se ordenó emplazar a la parte demandada Humberto de Jesús Medina Contreras por medio de edictos, los cuales deberán publicarse por 03 tres veces consecutivas en el Periódico Oficial del Estado, en el Boletín Judicial, en el periódico El Porvenir, El Norte o Milenio que se editan en esta Ciudad a elección del actor. Prevéngase a la parte demandada, para que dentro del término concedido para producir su contestación, señale domicilio convencional para el efecto de oír y recibir notificaciones en cualquiera de los municipios de Apodaca, General Escobedo, Guadalupe, Monterrey, San Nicolás de los Garza, San Pedro Garza García o Santa Catarina, todos del estado de Nuevo León. bbox=[252, 1115, 473, 1448]
legal-notice bbox=[1207, 611, 1436, 859]
notice-body: Dirigido a: Roberto Juárez Espinosa. Domicilio: Ignorado Que dentro de los autos que integran el expediente judicial número 3104/2024, relativo al juicio ordinario civil promovido por José Luis Gasca Saucedo, por su propio derecho, en contra de Roberto Juárez Espinosa, tramitado ante el Juzgado Quinto de lo Civil del Primer Distrito Judicial del Estado, en fecha 19 diecinueve de diciembre de 2024 dos mil veinticuatro, se admitió a trámite la demanda de juicio ordinario civil sobre otorgamiento de escritura, y en fecha 9 nueve de junio de 2025 dos mil veinticinco se ordenó emplazar al demandado Roberto Juárez Espinosa, por medio de edictos que se deberán publicar por 3 tres veces consecutivas en el Periódico Oficial del Estado, en el Boletín Judicial, así como en el periódico El Porvenir, a efecto de que dentro del término de 9 nueve días produzca su contestación a la demanda y a oponer las excepciones de su intención si las tuviere; debiéndose prevenir para que señale domicilio convencional para el efecto de oír y recibir notificaciones, en cualquiera de los municipios de Apodaca, General Escobedo, Guadalupe, Monterrey, San Nicolás de los Garza, San Pedro Garza García o Santa Catarina, Nuevo León. bbox=[491, 97, 711, 404]
publication-dates: (1 y 11) bbox=[1062, 369, 1096, 381]
notice-signature: CARLOS VILLARREAL RAMÍREZ C. SECRETARIO ADSCRITO AL JUZGADO QUINTO DE JUICIO FAMILIAR ORAL DEL PRIMER DISTRITO JUDICIAL DEL ESTADO. bbox=[500, 1041, 702, 1090]
